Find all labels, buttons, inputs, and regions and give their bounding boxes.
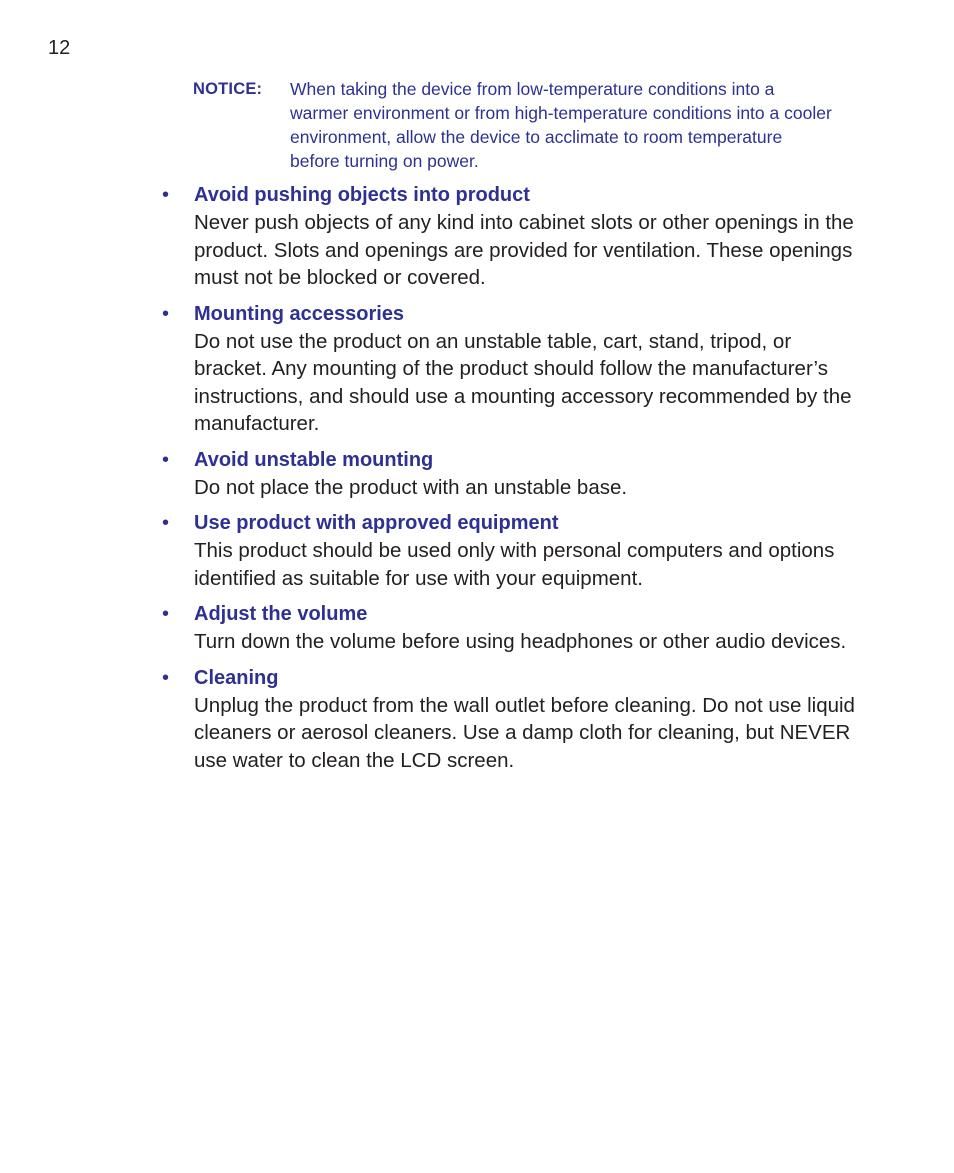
item-title: Use product with approved equipment: [194, 512, 559, 534]
item-title: Avoid unstable mounting: [194, 448, 434, 471]
item-body: Turn down the volume before using headphones or other audio devices.: [194, 630, 847, 653]
bullet-icon: •: [162, 666, 170, 689]
list-item: [160, 664, 860, 775]
bullet-icon: •: [162, 302, 170, 325]
notice-label: NOTICE:: [193, 80, 263, 98]
safety-list: [160, 181, 860, 782]
notice-block: [193, 77, 833, 173]
item-title: Cleaning: [194, 666, 279, 689]
page-number: 12: [48, 37, 71, 59]
list-item: [160, 600, 860, 656]
bullet-icon: •: [162, 603, 170, 625]
item-title: Adjust the volume: [194, 603, 368, 625]
bullet-icon: •: [162, 448, 170, 471]
bullet-icon: •: [162, 512, 170, 534]
item-body: Do not place the product with an unstable base.: [194, 475, 628, 499]
item-title: Mounting accessories: [194, 302, 405, 325]
item-title: Avoid pushing objects into product: [194, 184, 530, 206]
list-item: [160, 446, 860, 502]
item-body: Never push objects of any kind into cabinet slots or other openings in the product. Slots and openings are provided for ventilation. These openings must not be blocked or covered.: [194, 211, 854, 289]
item-body: Unplug the product from the wall outlet before cleaning. Do not use liquid cleaners or aerosol cleaners. Use a damp cloth for cleaning, but NEVER use water to clean the LCD screen.: [194, 693, 855, 772]
item-body: This product should be used only with personal computers and options identified as suitable for use with your equipment.: [194, 539, 835, 590]
list-item: [160, 181, 860, 292]
notice-text: When taking the device from low-temperature conditions into a warmer environment or from high-temperature conditions into a cooler environment, allow the device to acclimate to room temperature before turning on power.: [290, 79, 832, 171]
list-item: [160, 300, 860, 438]
bullet-icon: •: [162, 184, 170, 206]
item-body: Do not use the product on an unstable table, cart, stand, tripod, or bracket. Any mounting of the product should follow the manufacturer’s instructions, and should use a mounting accessory recommended by the manufacturer.: [194, 329, 852, 435]
list-item: [160, 509, 860, 592]
